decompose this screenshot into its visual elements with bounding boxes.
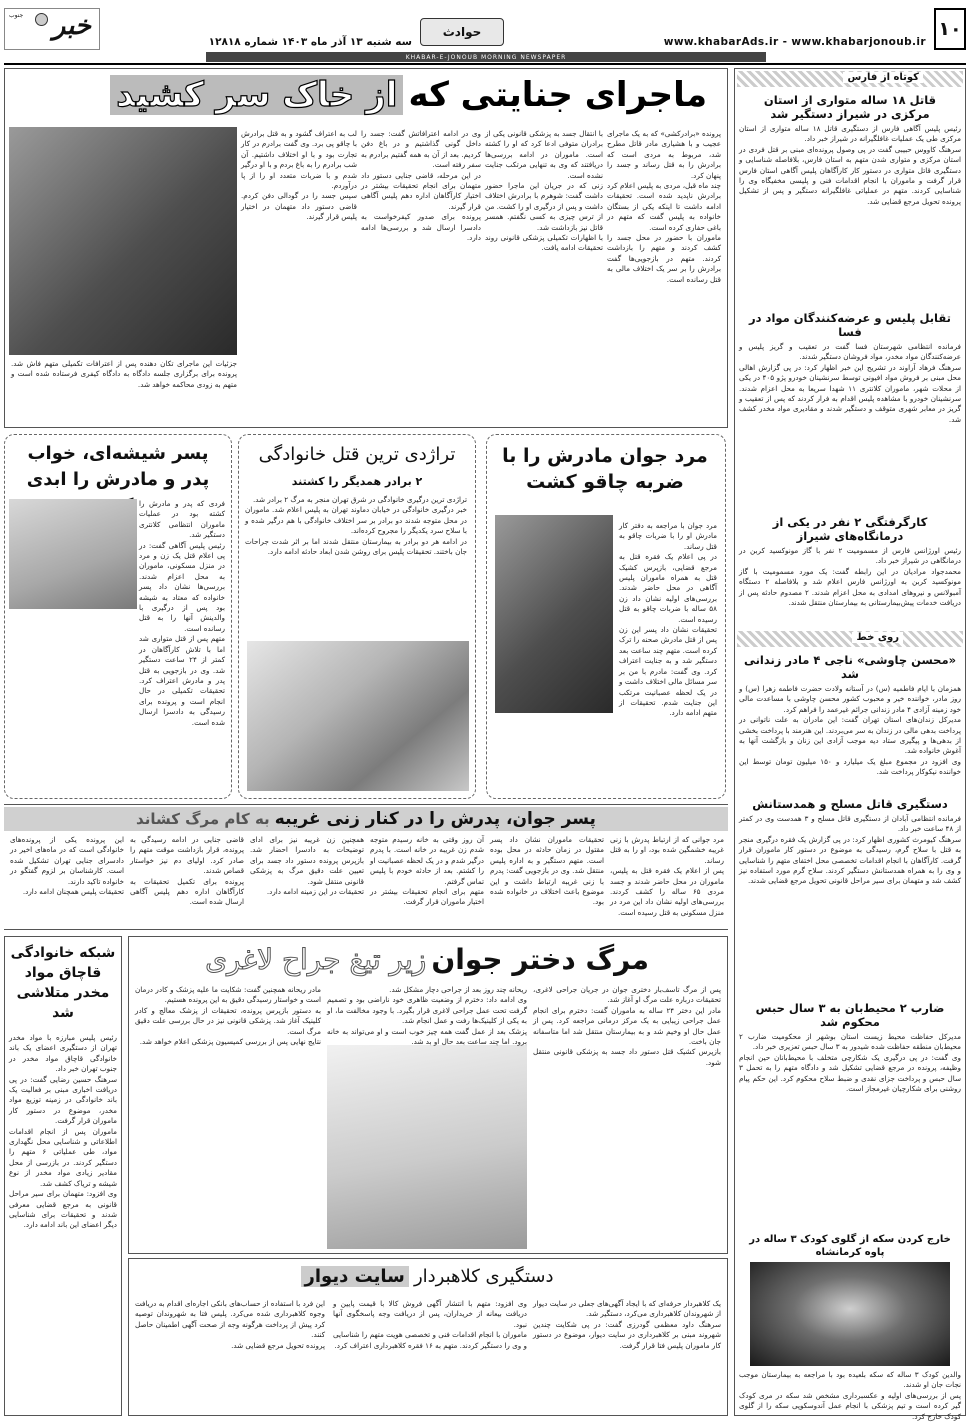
suspect-photo — [495, 515, 613, 713]
section-label: حوادث — [442, 25, 482, 39]
feet-photo — [327, 1045, 527, 1249]
story-column-1: یک کلاهبردار حرفه‌ای که با ایجاد آگهی‌های جعلی در سایت دیوار از شهروندان کلاهبرداری می‌کرد، دستگیر شد. سرهنگ داود معظمی گودرزی گفت: در پی شکایت چندین شهروند مبنی بر کلاهبرداری در سایت دیوار، موضوع در دستور کار ماموران پلیس فتا قرار گرفت. — [533, 1299, 721, 1350]
story-column-2: تحقیقات ماموران نشان داد پسر مقتول در زمان حادثه در محل بوده است. متهم دستگیر و به اداره پلیس منتقل شد. وی در بازجویی گفت: پدرم با زنی غریبه ارتباط داشت و این موضوع باعث اختلاف در خانواده شده بود. — [490, 835, 604, 907]
story-column-3: آن روز وقتی به خانه رسیدم متوجه شدم زن غریبه در خانه است. با پدرم درگیر شدم و در یک لحظه عصبانیت او را کشتم. بعد از حادثه خودم با پلیس تماس گرفتم. متهم برای انجام تحقیقات بیشتر در اختیار ماموران قرار گرفت. — [370, 835, 484, 907]
story-title: تراژدی ترین قتل خانوادگی — [258, 444, 456, 465]
sidebar — [734, 68, 966, 1421]
page-number: ۱۰ — [938, 18, 962, 40]
article-body: رئیس پلیس آگاهی فارس از دستگیری قاتل ۱۸ ساله متواری از استان مرکزی طی یک عملیات غافلگیرانه در شیراز خبر داد. سرهنگ کاووس حبیبی گفت در پی وصول پرونده‌ای مبنی بر قتل فردی در استان مرکزی و متواری شدن متهم به استان فارس، بلافاصله شناسایی و دستگیری قاتل متواری در دستور کار کارآگاهان پلیس آگاهی استان فارس قرار گرفت و ماموران با انجام اقدامات فنی و پلیسی مخفیگاه وی را شناسایی کردند. متهم در عملیاتی غافلگیرانه دستگیر و پس از تشکیل پرونده تحویل مرجع قضایی شد. — [739, 124, 961, 206]
sidebar-article-3 — [739, 515, 961, 627]
story-body: فردی که پدر و مادرش را کشته بود در عملیات ماموران انتظامی کلانتری دستگیر شد. رئیس پلیس آگاهی گفت: در پی اعلام قتل یک زن و مرد در منزل مسکونی، ماموران به محل اعزام شدند. بررسی‌ها نشان داد پسر خانواده که معتاد به شیشه بود پس از درگیری با والدینش آنها را به قتل رسانده است. متهم پس از قتل متواری شد اما با تلاش کارآگاهان در کمتر از ۲۴ ساعت دستگیر شد. وی در بازجویی به قتل پدر و مادرش اعتراف کرد. تحقیقات تکمیلی در حال انجام است و پرونده برای رسیدگی به دادسرا ارسال شده است. — [139, 499, 226, 727]
story-column-3: این فرد با استفاده از حساب‌های بانکی اجاره‌ای اقدام به دریافت وجوه کلاهبرداری شده می‌کرد. پلیس فتا به شهروندان توصیه کرد پیش از پرداخت هرگونه وجه از صحت آگهی اطمینان حاصل کنند. پرونده تحویل مرجع قضایی شد. — [135, 1299, 325, 1350]
story-title-b: زیر تیغ جراح لاغری — [205, 943, 427, 976]
story-title-a: مرگ دختر جوان — [431, 943, 649, 976]
story-headline — [137, 941, 717, 981]
feature-photo — [9, 127, 237, 355]
knife-photo — [247, 641, 469, 791]
story-title-a: دستگیری کلاهبردار — [413, 1266, 554, 1287]
sidebar-article-5 — [739, 797, 961, 1003]
story-surgery — [128, 936, 728, 1254]
story-headline — [277, 1263, 577, 1293]
article-body: فرمانده انتظامی آبادان از دستگیری قاتل مسلح و ۳ همدست وی در کمتر از ۴۸ ساعت خبر داد. سرهنگ کیومرث کشوری اظهار کرد: در پی گزارش یک فقره درگیری منجر به قتل با سلاح گرم، رسیدگی به موضوع در دستور کار ماموران قرار گرفت. کارآگاهان با انجام اقدامات تخصصی محل اختفای متهم را شناسایی و وی را به همراه همدستانش دستگیر کردند. سلاح گرم مورد استفاده نیز کشف شد و متهمان برای سیر مراحل قانونی تحویل مرجع قضایی شدند. — [739, 814, 961, 886]
header-rule — [4, 63, 966, 65]
feature-column-4: لب به اعتراف گشود و به قتل برادرش با چاقو پی برد. وی گفت برادرم در کار تجارت بود و با او اختلاف داشتیم. آن شب برادرم را به باغ بردم و با او درگیر شدم و با ضربات متعدد او را از پا درآوردم. سپس جسد را در گودالی دفن کردم. قاضی دستور داد متهمان در اختیار پلیس قرار گیرند. — [241, 129, 357, 222]
story-murder — [4, 804, 728, 930]
story-column-6: این پرونده یکی از پرونده‌های خانوادگی است که در ماه‌های اخیر در دادسرای جنایی تهران تشکیل شده است. کارشناسان بر لزوم گفتگو در خانواده تاکید دارند. تحقیقات پلیس همچنان ادامه دارد. — [10, 835, 124, 897]
sidebar-article-7 — [739, 1233, 961, 1421]
kotah-title: کوتاه از فارس — [843, 72, 923, 83]
article-title: ضارب ۲ محیط‌بان به ۳ سال حبس محکوم شد — [755, 1001, 945, 1029]
rooye-khat-title: روی خط — [852, 632, 903, 643]
issue-date: سه شنبه ۱۳ آذر ماه ۱۴۰۳ شماره ۱۲۸۱۸ — [208, 36, 412, 48]
feature-caption: جزئیات این ماجرای تکان دهنده پس از اعترافات تکمیلی متهم فاش شد. پرونده برای برگزاری جلسه دادگاه به دادگاه کیفری فرستاده شده است و متهم به زودی محاکمه خواهد شد. — [11, 359, 237, 389]
sidebar-article-1 — [739, 93, 961, 309]
story-body: رئیس پلیس مبارزه با مواد مخدر تهران از دستگیری اعضای یک باند خانوادگی قاچاق مواد مخدر در جنوب تهران خبر داد. سرهنگ حسین رضایی گفت: در پی دریافت اخباری مبنی بر فعالیت یک باند خانوادگی در زمینه توزیع مواد مخدر، موضوع در دستور کار ماموران قرار گرفت. ماموران پس از انجام اقدامات اطلاعاتی و شناسایی محل نگهداری مواد، طی عملیاتی ۶ متهم را دستگیر کردند. در بازرسی از محل مقادیر زیادی مواد مخدر از نوع شیشه و تریاک کشف شد. وی افزود: متهمان برای سیر مراحل قانونی به مرجع قضایی معرفی شدند و تحقیقات برای شناسایی دیگر اعضای این باند ادامه دارد. — [9, 1033, 118, 1230]
story-title-a: پسر جوان، پدرش را در کنار زنی غریبه — [274, 809, 596, 829]
page-header — [4, 8, 966, 50]
feature-headline — [87, 75, 707, 125]
story-title-b: سایت دیوار — [301, 1266, 409, 1287]
handcuffs-photo — [9, 499, 137, 609]
story-fraud — [128, 1258, 728, 1416]
article-title: دستگیری قاتل مسلح و همدستانش — [752, 797, 948, 811]
story-column-1: پس از مرگ تاسف‌بار دختری جوان در جریان جراحی لاغری، تحقیقات درباره علت مرگ او آغاز شد. مادر این دختر ۲۴ ساله به ماموران گفت: دخترم برای انجام عمل جراحی زیبایی به یک مرکز درمانی مراجعه کرد. پس از عمل حال او وخیم شد و به بیمارستان منتقل شد اما متاسفانه جان باخت. بازپرس کشیک قتل دستور داد جسد به پزشکی قانونی منتقل شود. — [533, 985, 721, 1067]
article-body: مدیرکل حفاظت محیط زیست استان بوشهر از محکومیت ضارب ۲ محیط‌بان منطقه حفاظت شده شیدور به ۳ سال حبس تعزیری خبر داد. وی گفت: در پی درگیری یک شکارچی متخلف با محیط‌بانان حین انجام وظیفه، پرونده در مرجع قضایی تشکیل شد و دادگاه متهم را به تحمل ۳ سال حبس و پرداخت جزای نقدی و ضبط سلاح محکوم کرد. این حکم پیام روشنی برای شکارچیان غیرمجاز است. — [739, 1032, 961, 1094]
article-body: رئیس اورژانس فارس از مسمومیت ۲ نفر با گاز مونوکسید کربن در درمانگاهی در شیراز خبر داد. محمدجواد مرادیان در این رابطه گفت: یک مورد مسمومیت با گاز مونوکسید کربن به اورژانس فارس اعلام شد و بلافاصله ۲ دستگاه آمبولانس و نیروهای امدادی به محل اعزام شدند. ۲ مصدوم حادثه پس از دریافت خدمات پیش‌بیمارستانی به بیمارستان منتقل شدند. — [739, 546, 961, 608]
page-number-box — [934, 8, 966, 50]
feature-column-1: پرونده «برادرکشی» که به یک ماجرای عجیب و با هشیاری مادر قاتل مطرح شد، مربوط به مردی است که برادرش را به قتل رساند و جسد را پنهان کرد. چند ماه قبل، مردی به پلیس اعلام کرد برادرش ناپدید شده است. تحقیقات ادامه داشت تا اینکه یکی از بستگان خانواده به پلیس گفت که متهم در باغی حفاری کرده است. ماموران با حضور در محل جسد را کشف کردند و متهم را بازداشت کردند. متهم در بازجویی‌ها گفت برادرش را بر سر یک اختلاف مالی به قتل رسانده است. — [607, 129, 721, 284]
article-body: والدین کودک ۳ ساله که سکه بلعیده بود با مراجعه به بیمارستان موجب نجات جان او شدند. پس از بررسی‌های اولیه و عکسبرداری مشخص شد سکه در مری کودک گیر کرده است و تیم پزشکی با انجام عمل آندوسکوپی سکه را از گلوی کودک خارج کرد. — [739, 1370, 961, 1421]
logo — [4, 8, 100, 50]
logo-text: خبر — [52, 11, 91, 41]
story-title-band — [4, 807, 728, 831]
feature-column-3: وی در ادامه اعترافاتش گفت: جسد را داخل گونی گذاشتیم و در باغ دفن کردیم. بعد از آن به همه گفتیم برادرم به سفر رفته است. در این مرحله، قاضی جنایی دستور داد متهمان برای انجام تحقیقات بیشتر در اختیار کارآگاهان اداره دهم پلیس آگاهی قرار گیرند. پرونده برای صدور کیفرخواست به دادسرا ارسال شد و بررسی‌ها ادامه دارد. — [361, 129, 481, 243]
story-column-3: مادر ریحانه همچنین گفت: شکایت ما علیه پزشک و کادر درمان است و خواستار رسیدگی دقیق به این پرونده هستیم. به دستور بازپرس پرونده، تحقیقات از پزشک معالج و کادر کلینیک آغاز شد. پزشکی قانونی نیز در حال بررسی علت دقیق مرگ است. نتایج نهایی پس از بررسی کمیسیون پزشکی اعلام خواهد شد. — [135, 985, 321, 1047]
story-glass — [4, 434, 232, 799]
story-column-1: مرد جوانی که از ارتباط پدرش با زنی غریبه خشمگین شده بود، او را به قتل رساند. پس از اعلام یک فقره قتل به پلیس، ماموران در محل حاضر شدند و جسد مردی ۶۵ ساله را کشف کردند. بررسی‌های اولیه نشان داد این مرد در منزل مسکونی به قتل رسیده است. — [610, 835, 724, 917]
logo-subtext: جنوب — [9, 12, 24, 19]
story-body: تراژدی ترین درگیری خانوادگی در شرق تهران منجر به مرگ ۲ برادر شد. خبر درگیری خانوادگی در خیابان دماوند تهران به پلیس اعلام شد. ماموران در محل متوجه شدند دو برادر بر سر اختلاف خانوادگی با هم درگیر شده و با سلاح سرد یکدیگر را مجروح کرده‌اند. در ادامه هر دو برادر به بیمارستان منتقل شدند اما بر اثر شدت جراحات جان باختند. تحقیقات پلیس برای روشن شدن ابعاد حادثه ادامه دارد. — [245, 495, 467, 557]
story-drugs — [4, 936, 122, 1416]
strip-text: KHABAR-E-JONOUB MORNING NEWSPAPER — [405, 53, 567, 61]
section-tab — [420, 18, 504, 46]
feature-column-2: با انتقال جسد به پزشکی قانونی یکی از برادران متوفی ادعا کرد که او را کشته است. ماموران در ادامه بررسی‌ها دریافتند که وی به تنهایی مرتکب جنایت نشده است. زنی که در جریان این ماجرا حضور داشت گفت: شوهرم با برادرش اختلاف داشت و پس از درگیری او را کشت. من از ترس چیزی به کسی نگفتم. همسر قاتل نیز بازداشت شد. با اظهارات تکمیلی پزشکی قانونی روند تحقیقات ادامه یافت. — [485, 129, 603, 253]
article-title: خارج کردن سکه از گلوی کودک ۳ ساله در پاوه کرمانشاه — [749, 1234, 951, 1258]
story-column-4: همچنین زن غریبه نیز برای ادای توضیحات به دادسرا احضار شد. بازپرس پرونده دستور داد جسد برای تعیین علت دقیق مرگ به پزشکی قانونی منتقل شود. تحقیقات در این زمینه ادامه دارد. — [250, 835, 364, 897]
website-line: www.khabarAds.ir - www.khabarjonoub.ir — [663, 36, 926, 48]
headline-part-b: از خاک سر کشید — [110, 75, 403, 115]
story-title: شبکه خانوادگی قاچاق مواد مخدر متلاشی شد — [10, 945, 116, 1021]
article-body: همزمان با ایام فاطمیه (س) در آستانه ولادت حضرت فاطمه زهرا (س) و روز مادر، خواننده خیر و محبوب کشور محسن چاوشی با مساعدت مالی خود زمینه آزادی ۴ مادر زندانی جرائم غیرعمد را فراهم کرد. مدیرکل زندان‌های استان تهران گفت: این مادران به علت ناتوانی در پرداخت بدهی مالی در زندان به سر می‌بردند. این هنرمند با پرداخت بخشی از بدهی‌ها و پیگیری ستاد دیه موجب آزادی این زنان و بازگشت آنها به آغوش خانواده شد. وی افزود در مجموع مبلغ یک میلیارد و ۱۵۰ میلیون تومان توسط این خواننده نیکوکار پرداخت شد. — [739, 684, 961, 777]
story-subtitle: ۲ برادر همدیگر را کشتند — [291, 475, 423, 488]
story-column-2: ریحانه چند روز بعد از جراحی دچار مشکل شد. وی ادامه داد: دخترم از وضعیت ظاهری خود ناراضی بود و تصمیم گرفت تحت عمل جراحی لاغری قرار بگیرد. با وجود مخالفت ما، او به یکی از کلینیک‌ها رفت و عمل انجام شد. پزشک بعد از عمل گفت همه چیز خوب است و او می‌تواند به خانه برود. اما چند ساعت بعد حال او بد شد. — [327, 985, 527, 1047]
sidebar-article-6 — [739, 1001, 961, 1231]
sidebar-article-2 — [739, 311, 961, 511]
headline-part-a: ماجرای جنایتی که — [408, 75, 707, 115]
sidebar-head-rooye-khat — [737, 631, 963, 647]
xray-photo — [750, 1262, 950, 1366]
story-column-5: قاضی جنایی در ادامه رسیدگی به پرونده، قرار بازداشت موقت متهم را صادر کرد. اولیای دم نیز خواستار قصاص شدند. پرونده برای تکمیل تحقیقات به کارآگاهان اداره دهم پلیس آگاهی ارسال شده است. — [130, 835, 244, 907]
story-title: پسر شیشه‌ای، خواب پدر و مادرش را ابدی — [26, 443, 210, 490]
story-column-2: وی افزود: متهم با انتشار آگهی فروش کالا با قیمت پایین و دریافت بیعانه از خریداران، پس از دریافت وجه پاسخگوی آنها نبود. ماموران با انجام اقدامات فنی و تخصصی هویت متهم را شناسایی و وی را دستگیر کردند. متهم به ۱۶ فقره کلاهبرداری اعتراف کرد. — [333, 1299, 527, 1350]
story-title: مرد جوان مادرش را با ضربه چاقو کشت — [502, 445, 708, 493]
article-title: کارگرفتگی ۲ نفر در یکی از درمانگاه‌های شیراز — [772, 515, 928, 543]
story-title-b: به کام مرگ کشاند — [136, 810, 270, 828]
feature-main — [4, 68, 728, 428]
article-title: «محسن چاوشی» ناجی ۴ مادر زندانی شد — [743, 653, 957, 681]
header-strip — [206, 52, 766, 62]
globe-icon — [35, 13, 48, 26]
article-body: فرمانده انتظامی شهرستان فسا گفت در تعقیب و گریز پلیس و عرضه‌کنندگان مواد مخدر، مواد فروشان دستگیر شدند. سرهنگ فرهاد آراوند در تشریح این خبر اظهار کرد: در پی گزارش اهالی محل مبنی بر فروش مواد افیونی توسط سرنشینان خودرو پژو ۴۰۵ در یکی از محلات شهر، ماموران کلانتری ۱۱ شهدا سریعا به محل اعزام شدند. سرنشینان خودرو با مشاهده پلیس اقدام به فرار کردند که پس از تعقیب و گریز در معابر شهری متوقف و دستگیر شدند و مقادیری مواد مخدر کشف شد. — [739, 342, 961, 424]
story-body: مرد جوان با مراجعه به دفتر کار مادرش او را با ضربات چاقو به قتل رساند. در پی اعلام یک فقره قتل به مرجع قضایی، بازپرس کشیک قتل به همراه ماموران پلیس آگاهی در محل حاضر شدند. بررسی‌های اولیه نشان داد زن ۵۸ ساله با ضربات چاقو به قتل رسیده است. تحقیقات نشان داد پسر این زن پس از قتل مادرش صحنه را ترک کرده است. متهم چند ساعت بعد دستگیر شد و به جنایت اعتراف کرد. وی گفت: مادرم با من بر سر مسائل مالی اختلاف داشت و در یک لحظه عصبانیت مرتکب این جنایت شدم. تحقیقات از متهم ادامه دارد. — [619, 521, 717, 718]
sidebar-head-kotah — [737, 71, 963, 87]
article-title: تقابل پلیس و عرضه‌کنندگان مواد در فسا — [749, 311, 951, 339]
sidebar-article-4 — [739, 653, 961, 793]
story-knife — [486, 434, 726, 799]
story-family — [238, 434, 476, 799]
article-title: قاتل ۱۸ ساله متواری از استان مرکزی در شیراز دستگیر شد — [763, 93, 937, 121]
